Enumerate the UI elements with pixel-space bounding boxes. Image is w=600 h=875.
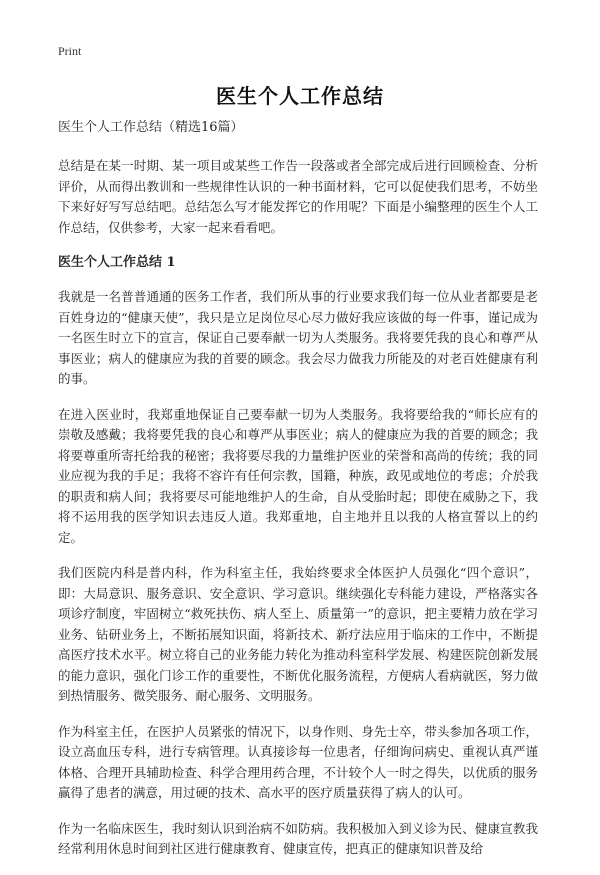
print-link[interactable]: Print <box>58 44 82 58</box>
document-subtitle: 医生个人工作总结（精选16篇） <box>58 120 244 135</box>
body-paragraph-5: 作为一名临床医生，我时刻认识到治病不如防病。我积极加入到义诊为民、健康宣教我经常利用休息时间到社区进行健康教育、健康宣传，把真正的健康知识普及给 <box>58 820 538 856</box>
body-paragraph-3: 我们医院内科是普内科，作为科室主任，我始终要求全体医护人员强化“四个意识”，即：大局意识、服务意识、安全意识、学习意识。继续强化专科能力建设，严格落实各项诊疗制度，牢固树立“救死扶伤、病人至上、质量第一”的意识，把主要精力放在学习业务、钻研业务上，不断拓展知识面，将新技术、新疗法应用于临床的工作中，不断提高医疗技术水平。树立将自己的业务能力转化为推动科室科学发展、构建医院创新发展的能力意识，强化门诊工作的重要性，不断优化服务流程，方便病人看病就医，努力做到热情服务、微笑服务、耐心服务、文明服务。 <box>58 565 538 703</box>
body-paragraph-2: 在进入医业时，我郑重地保证自己要奉献一切为人类服务。我将要给我的“师长应有的崇敬及感戴；我将要凭我的良心和尊严从事医业；病人的健康应为我的首要的顾念；我将要尊重所寄托给我的秘密；我将要尽我的力量维护医业的荣誉和高尚的传统；我的同业应视为我的手足；我将不容许有任何宗教，国籍，种族，政见或地位的考虑；介於我的职责和病人间；我将要尽可能地维护人的生命，自从受胎时起；即使在威胁之下，我将不运用我的医学知识去违反人道。我郑重地，自主地并且以我的人格宣誓以上的约定。 <box>58 406 538 545</box>
body-paragraph-1: 我就是一名普普通通的医务工作者，我们所从事的行业要求我们每一位从业者都要是老百姓身边的“健康天使”，我只是立足岗位尽心尽力做好我应该做的每一件事，谨记成为一名医生时立下的宣言，保证自己要奉献一切为人类服务。我将要凭我的良心和尊严从事医业；病人的健康应为我的首要的顾念。我会尽力做我力所能及的对老百姓健康有利的事。 <box>58 289 538 386</box>
document-body <box>58 118 538 875</box>
body-paragraph-4: 作为科室主任，在医护人员紧张的情况下，以身作则、身先士卒，带头参加各项工作，设立高血压专科，进行专病管理。认真接诊每一位患者，仔细询问病史、重视认真严谨体格、合理开具辅助检查、科学合理用药合理，不计较个人一时之得失，以优质的服务赢得了患者的满意，用过硬的技术、高水平的医疗质量获得了病人的认可。 <box>58 723 538 800</box>
page-title: 医生个人工作总结 <box>216 84 384 108</box>
section-heading: 医生个人工作总结 1 <box>58 255 176 270</box>
intro-paragraph: 总结是在某一时期、某一项目或某些工作告一段落或者全部完成后进行回顾检查、分析评价，从而得出教训和一些规律性认识的一种书面材料，它可以促使我们思考，不妨坐下来好好写写总结吧。总结怎么写才能发挥它的作用呢？下面是小编整理的医生个人工作总结，仅供参考，大家一起来看看吧。 <box>58 158 538 235</box>
